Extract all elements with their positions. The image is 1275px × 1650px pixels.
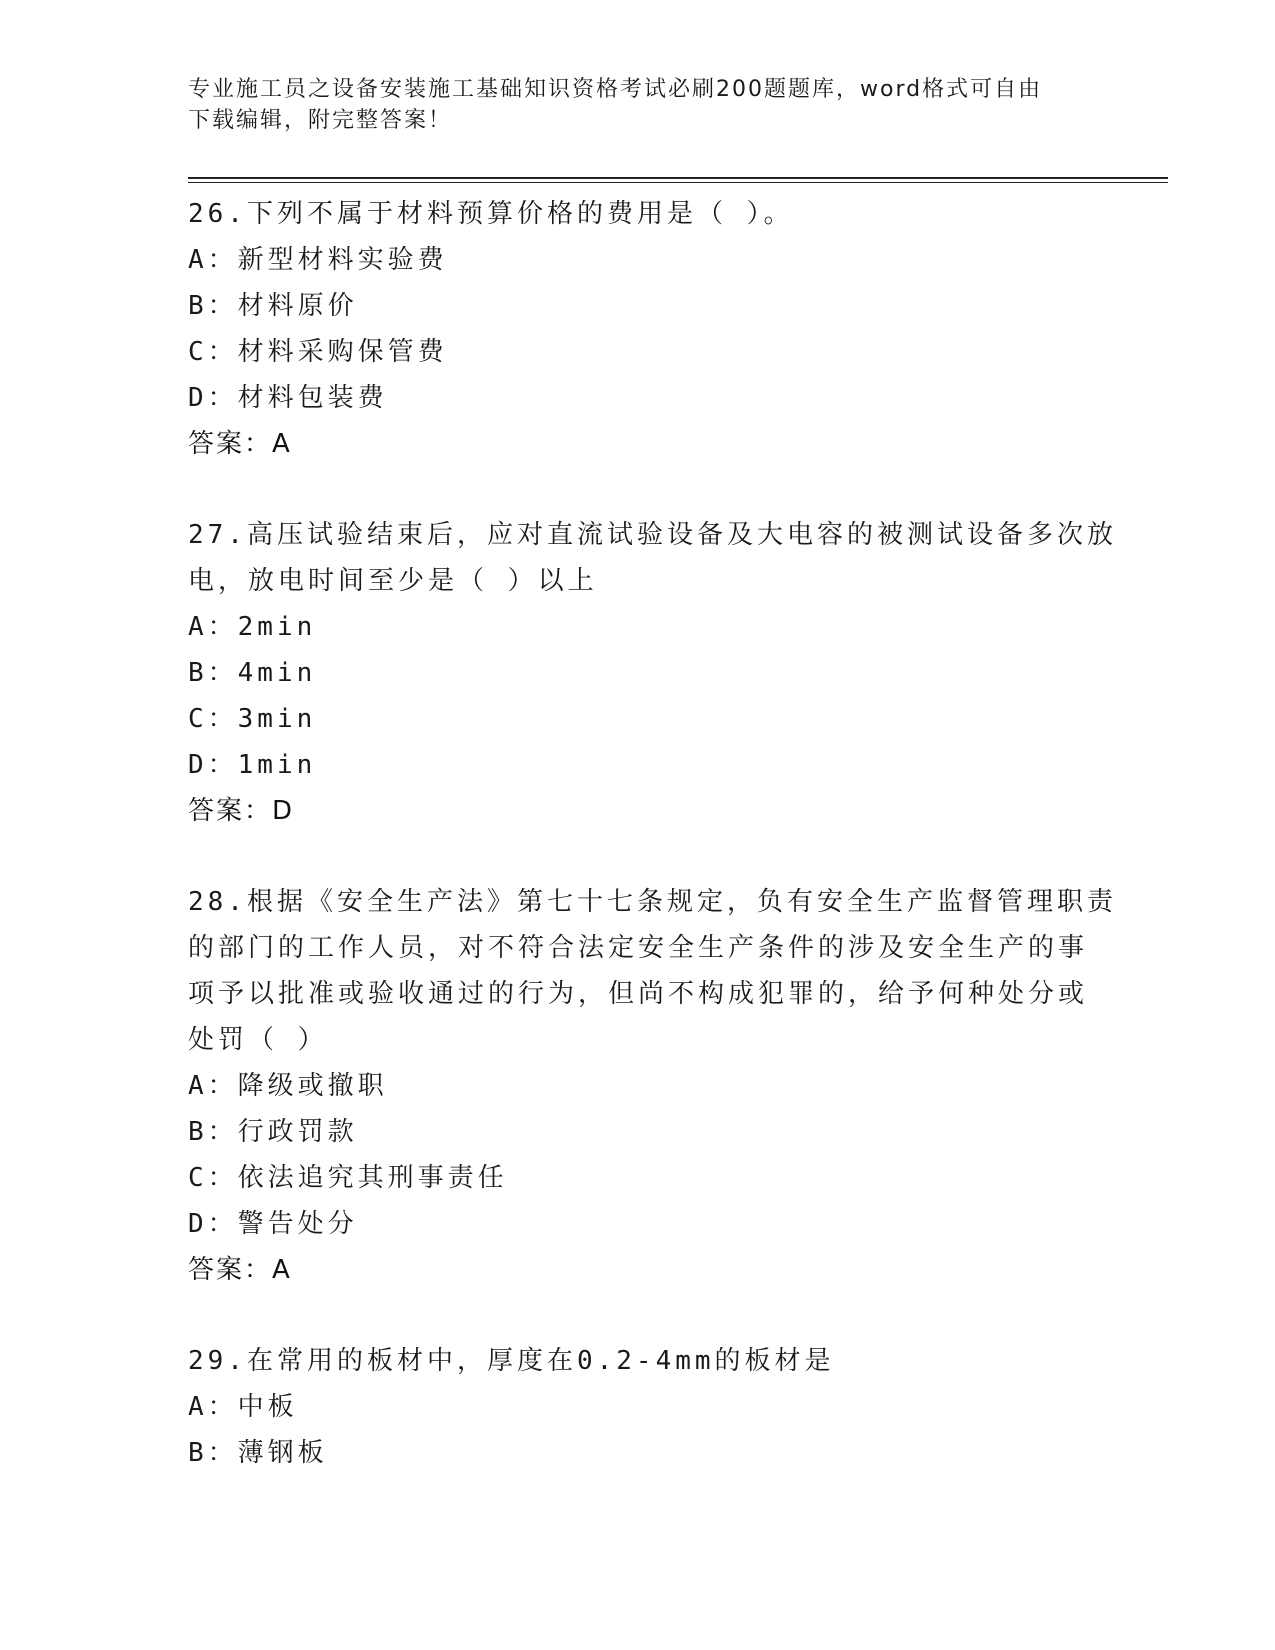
question-27 [188,512,1117,834]
answer: 答案：D [188,796,295,826]
document-header [188,74,1088,136]
question-stem-continued: 处罚（ ） [188,1025,328,1055]
question-stem: 29.在常用的板材中，厚度在0.2-4mm的板材是 [188,1346,835,1376]
question-stem-continued: 项予以批准或验收通过的行为，但尚不构成犯罪的，给予何种处分或 [188,979,1089,1009]
header-divider-thin [188,182,1168,183]
question-stem-continued: 的部门的工作人员，对不符合法定安全生产条件的涉及安全生产的事 [188,933,1089,963]
option-c: C：3min [188,704,317,734]
option-b: B：薄钢板 [188,1438,328,1468]
question-stem: 26.下列不属于材料预算价格的费用是（ ）。 [188,199,794,229]
question-spacer [188,1293,1088,1338]
question-spacer [188,834,1088,879]
question-stem: 28.根据《安全生产法》第七十七条规定，负有安全生产监督管理职责 [188,887,1117,917]
option-b: B：材料原价 [188,291,358,321]
question-28 [188,879,1117,1293]
answer: 答案：A [188,1255,292,1285]
header-divider-thick [188,177,1168,179]
question-stem: 27.高压试验结束后，应对直流试验设备及大电容的被测试设备多次放 [188,520,1117,550]
option-a: A：中板 [188,1392,298,1422]
question-26 [188,191,1088,467]
header-line-2: 下载编辑，附完整答案！ [188,108,453,133]
option-d: D：警告处分 [188,1209,358,1239]
option-b: B：行政罚款 [188,1117,358,1147]
question-list [188,191,1117,1476]
option-d: D：材料包装费 [188,383,388,413]
header-line-1: 专业施工员之设备安装施工基础知识资格考试必刷200题题库，word格式可自由 [188,77,1043,102]
option-c: C：依法追究其刑事责任 [188,1163,508,1193]
question-spacer [188,467,1088,512]
option-a: A：新型材料实验费 [188,245,448,275]
option-b: B：4min [188,658,317,688]
option-d: D：1min [188,750,317,780]
question-stem-continued: 电，放电时间至少是（ ）以上 [188,566,598,596]
question-29 [188,1338,1088,1476]
answer: 答案：A [188,429,292,459]
option-a: A：降级或撤职 [188,1071,388,1101]
option-c: C：材料采购保管费 [188,337,448,367]
option-a: A：2min [188,612,317,642]
